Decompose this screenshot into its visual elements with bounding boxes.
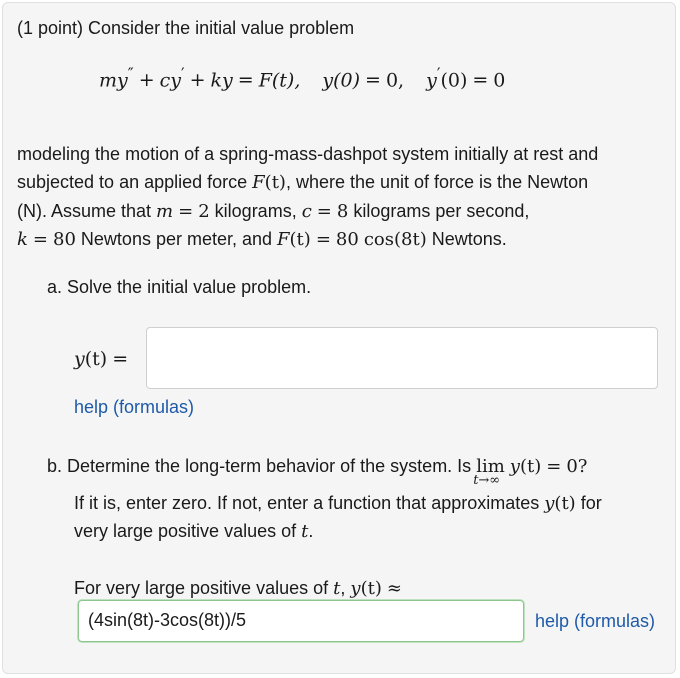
ivp-equation: my″ + cy′ + ky = F(t), y(0) = 0, y′(0) = 0 (99, 64, 506, 92)
part-a-answer-label: y(t) = (74, 348, 129, 370)
part-b-question-line-1: b. Determine the long-term behavior of the system. Is lim t→∞ y(t) = 0? (47, 456, 588, 488)
limit-expression: lim t→∞ (473, 456, 505, 488)
description-line-2: subjected to an applied force F(t), where the unit of force is the Newton (17, 172, 589, 193)
description-line-4: k = 80 Newtons per meter, and F(t) = 80 cos(8t) Newtons. (17, 229, 507, 250)
problem-header: (1 point) Consider the initial value problem (17, 18, 355, 38)
part-b-question-line-2: If it is, enter zero. If not, enter a function that approximates y(t) for (74, 493, 602, 514)
description-line-3: (N). Assume that m = 2 kilograms, c = 8 kilograms per second, (17, 201, 530, 222)
part-b-answer-prompt: For very large positive values of t, y(t) ≈ (74, 578, 402, 599)
part-b-help-link[interactable]: help (formulas) (535, 611, 656, 631)
part-b-answer-input[interactable]: (4sin(8t)-3cos(8t))/5 (78, 600, 524, 642)
part-b-question-line-3: very large positive values of t. (74, 521, 314, 542)
part-a-answer-input[interactable] (146, 327, 658, 389)
part-a-label: a. Solve the initial value problem. (47, 277, 312, 297)
description-line-1: modeling the motion of a spring-mass-dashpot system initially at rest and (17, 144, 599, 164)
part-a-help-link[interactable]: help (formulas) (74, 397, 195, 417)
